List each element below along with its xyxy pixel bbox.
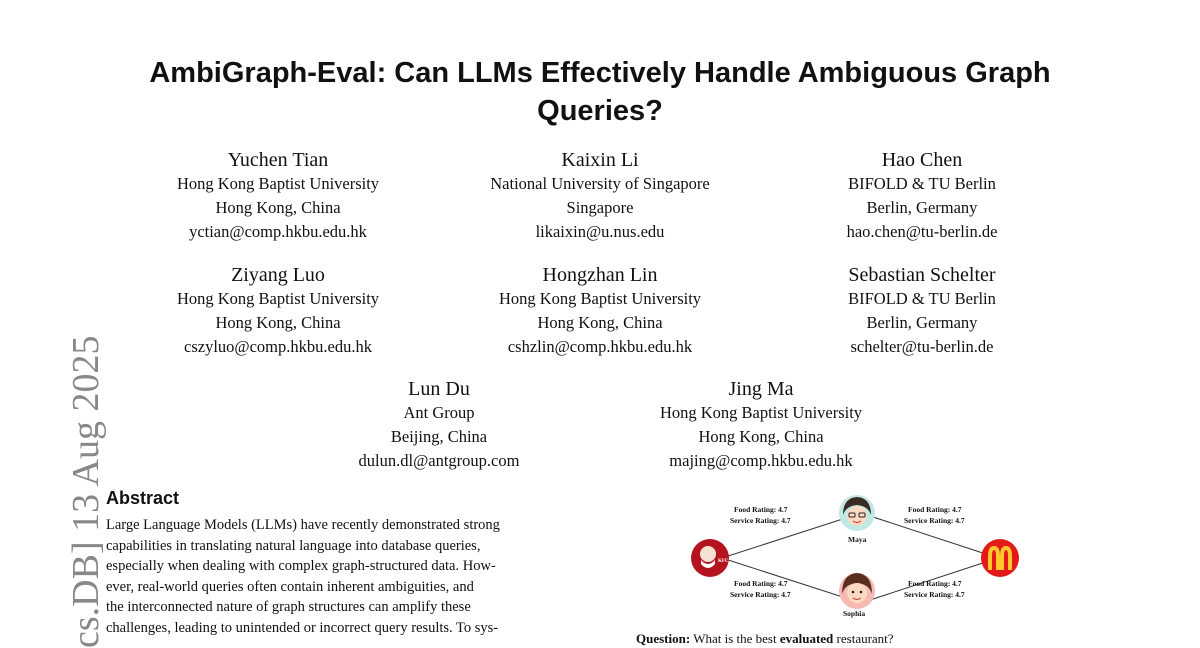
- question-text-post: restaurant?: [836, 631, 894, 646]
- question-text-pre: What is the best: [693, 631, 777, 646]
- edge-label: Food Rating: 4.7: [908, 579, 962, 588]
- author-email[interactable]: cszyluo@comp.hkbu.edu.hk: [184, 337, 372, 356]
- abstract-line: especially when dealing with complex graph-structured data. How-: [106, 558, 496, 574]
- node-label-maya: Maya: [848, 535, 867, 544]
- author-name: Sebastian Schelter: [848, 264, 996, 286]
- author-affiliation: Hong Kong Baptist University: [176, 174, 380, 193]
- author-name: Ziyang Luo: [231, 264, 325, 286]
- author-email[interactable]: schelter@tu-berlin.de: [850, 337, 994, 356]
- question-label: Question:: [636, 631, 691, 646]
- figure-question: [636, 631, 894, 647]
- author-affiliation: BIFOLD & TU Berlin: [848, 174, 996, 193]
- author-affiliation: BIFOLD & TU Berlin: [848, 289, 996, 308]
- author-name: Lun Du: [408, 378, 470, 400]
- edge-label: Service Rating: 4.7: [730, 516, 791, 525]
- author-affiliation: National University of Singapore: [490, 174, 710, 193]
- author-email[interactable]: dulun.dl@antgroup.com: [358, 451, 520, 470]
- author-block: [611, 377, 911, 473]
- author-block: [772, 263, 1072, 359]
- question-text-bold: evaluated: [779, 631, 834, 646]
- avatar-maya-icon: [839, 495, 875, 531]
- edge-label: Food Rating: 4.7: [734, 579, 788, 588]
- author-affiliation: Hong Kong Baptist University: [176, 289, 380, 308]
- author-name: Yuchen Tian: [227, 149, 329, 171]
- author-affiliation: Hong Kong Baptist University: [498, 289, 702, 308]
- graph-figure: [680, 488, 1040, 628]
- author-block: [450, 148, 750, 244]
- abstract-line: the interconnected nature of graph structures can amplify these: [106, 599, 471, 615]
- author-location: Berlin, Germany: [866, 198, 978, 217]
- edge-label: Service Rating: 4.7: [730, 590, 791, 599]
- svg-text:KFC: KFC: [718, 559, 729, 564]
- author-block: [289, 377, 589, 473]
- edge-label: Service Rating: 4.7: [904, 516, 965, 525]
- abstract-line: challenges, leading to unintended or incorrect query results. To sys-: [106, 619, 499, 636]
- abstract-line: ever, real-world queries often contain inherent ambiguities, and: [106, 578, 474, 595]
- node-label-sophia: Sophia: [843, 609, 866, 618]
- author-location: Hong Kong, China: [698, 427, 824, 446]
- author-block: [128, 148, 428, 244]
- paper-title: AmbiGraph-Eval: Can LLMs Effectively Handle Ambiguous Graph Queries?: [149, 57, 1051, 127]
- author-location: Beijing, China: [390, 427, 488, 446]
- author-location: Singapore: [566, 198, 634, 217]
- abstract-line: Large Language Models (LLMs) have recently demonstrated strong: [106, 517, 500, 533]
- edge-label: Food Rating: 4.7: [734, 505, 788, 514]
- author-location: Berlin, Germany: [866, 313, 978, 332]
- abstract-heading: Abstract: [106, 488, 180, 508]
- author-email[interactable]: yctian@comp.hkbu.edu.hk: [189, 222, 367, 241]
- mcdonalds-logo-icon: [981, 539, 1019, 577]
- author-location: Hong Kong, China: [215, 313, 341, 332]
- edge-label: Service Rating: 4.7: [904, 590, 965, 599]
- kfc-logo-icon: [691, 539, 729, 577]
- arxiv-side-stamp: cs.DB] 13 Aug 2025: [65, 335, 107, 648]
- edge-label: Food Rating: 4.7: [908, 505, 962, 514]
- author-block: [450, 263, 750, 359]
- author-email[interactable]: majing@comp.hkbu.edu.hk: [669, 451, 853, 470]
- author-location: Hong Kong, China: [537, 313, 663, 332]
- author-email[interactable]: likaixin@u.nus.edu: [535, 222, 665, 241]
- author-name: Jing Ma: [728, 378, 794, 400]
- avatar-sophia-icon: [839, 573, 875, 609]
- author-location: Hong Kong, China: [215, 198, 341, 217]
- author-block: [772, 148, 1072, 244]
- abstract-line: capabilities in translating natural language into database queries,: [106, 537, 481, 554]
- author-email[interactable]: hao.chen@tu-berlin.de: [846, 222, 998, 241]
- author-affiliation: Ant Group: [403, 403, 475, 422]
- author-name: Hongzhan Lin: [542, 264, 658, 286]
- author-name: Kaixin Li: [561, 149, 639, 171]
- abstract-body: [106, 515, 581, 638]
- author-name: Hao Chen: [881, 149, 963, 171]
- author-block: [128, 263, 428, 359]
- author-email[interactable]: cshzlin@comp.hkbu.edu.hk: [507, 337, 693, 356]
- author-affiliation: Hong Kong Baptist University: [659, 403, 863, 422]
